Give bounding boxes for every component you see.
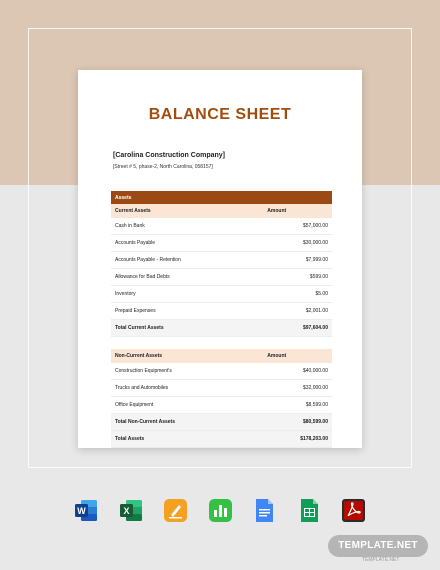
row-amount: $599.00 [222, 269, 333, 286]
brand-badge[interactable]: TEMPLATE.NET [328, 535, 428, 557]
row-amount: $30,000.00 [222, 235, 333, 252]
table-row [111, 269, 332, 286]
noncurrent-total-label: Total Non-Current Assets [111, 414, 222, 431]
row-label: Allowance for Bad Debts [111, 269, 222, 286]
current-assets-header-row [111, 204, 332, 218]
row-amount: $5.00 [222, 286, 333, 303]
brand-watermark: TEMPLATE.NET [362, 557, 400, 563]
svg-text:X: X [122, 505, 130, 516]
current-amount-header: Amount [222, 204, 333, 218]
table-row [111, 252, 332, 269]
table-row [111, 235, 332, 252]
pages-icon[interactable] [163, 498, 188, 523]
row-label: Office Equipment [111, 397, 222, 414]
balance-table [111, 191, 332, 448]
format-icons [74, 496, 366, 524]
table-row [111, 380, 332, 397]
grand-total-row [111, 431, 332, 448]
google-docs-icon[interactable] [252, 498, 277, 523]
row-amount: $8,599.00 [222, 397, 333, 414]
google-sheets-icon[interactable] [297, 498, 322, 523]
row-label: Accounts Payable - Retention [111, 252, 222, 269]
row-label: Cash in Bank [111, 218, 222, 235]
table-row [111, 286, 332, 303]
table-row [111, 303, 332, 320]
row-amount: $7,999.00 [222, 252, 333, 269]
noncurrent-amount-header: Amount [222, 349, 333, 363]
row-label: Inventory [111, 286, 222, 303]
document-page [78, 70, 362, 448]
word-icon[interactable] [74, 498, 99, 523]
noncurrent-total-amount: $80,599.00 [222, 414, 333, 431]
noncurrent-assets-header: Non-Current Assets [111, 349, 222, 363]
excel-icon[interactable] [119, 498, 144, 523]
pdf-icon[interactable] [341, 498, 366, 523]
current-total-amount: $97,604.00 [222, 320, 333, 337]
noncurrent-assets-header-row [111, 349, 332, 363]
row-label: Construction Equipment's [111, 363, 222, 380]
table-spacer [111, 337, 332, 350]
table-row [111, 397, 332, 414]
company-address: [Street # 5, phase-2, North Carolina, 058157] [113, 164, 213, 170]
table-row [111, 218, 332, 235]
row-amount: $2,001.00 [222, 303, 333, 320]
row-label: Prepaid Expenses [111, 303, 222, 320]
assets-section-label: Assets [111, 191, 332, 204]
grand-total-amount: $178,203.00 [222, 431, 333, 448]
row-amount: $57,000.00 [222, 218, 333, 235]
document-title: BALANCE SHEET [148, 106, 292, 123]
current-assets-header: Current Assets [111, 204, 222, 218]
svg-text:W: W [77, 505, 86, 516]
row-label: Accounts Payable [111, 235, 222, 252]
row-amount: $32,000.00 [222, 380, 333, 397]
row-label: Trucks and Automobiles [111, 380, 222, 397]
grand-total-label: Total Assets [111, 431, 222, 448]
company-name: [Carolina Construction Company] [113, 152, 226, 159]
table-row [111, 363, 332, 380]
current-total-row [111, 320, 332, 337]
row-amount: $40,000.00 [222, 363, 333, 380]
assets-section-bar [111, 191, 332, 204]
numbers-icon[interactable] [208, 498, 233, 523]
current-total-label: Total Current Assets [111, 320, 222, 337]
noncurrent-total-row [111, 414, 332, 431]
